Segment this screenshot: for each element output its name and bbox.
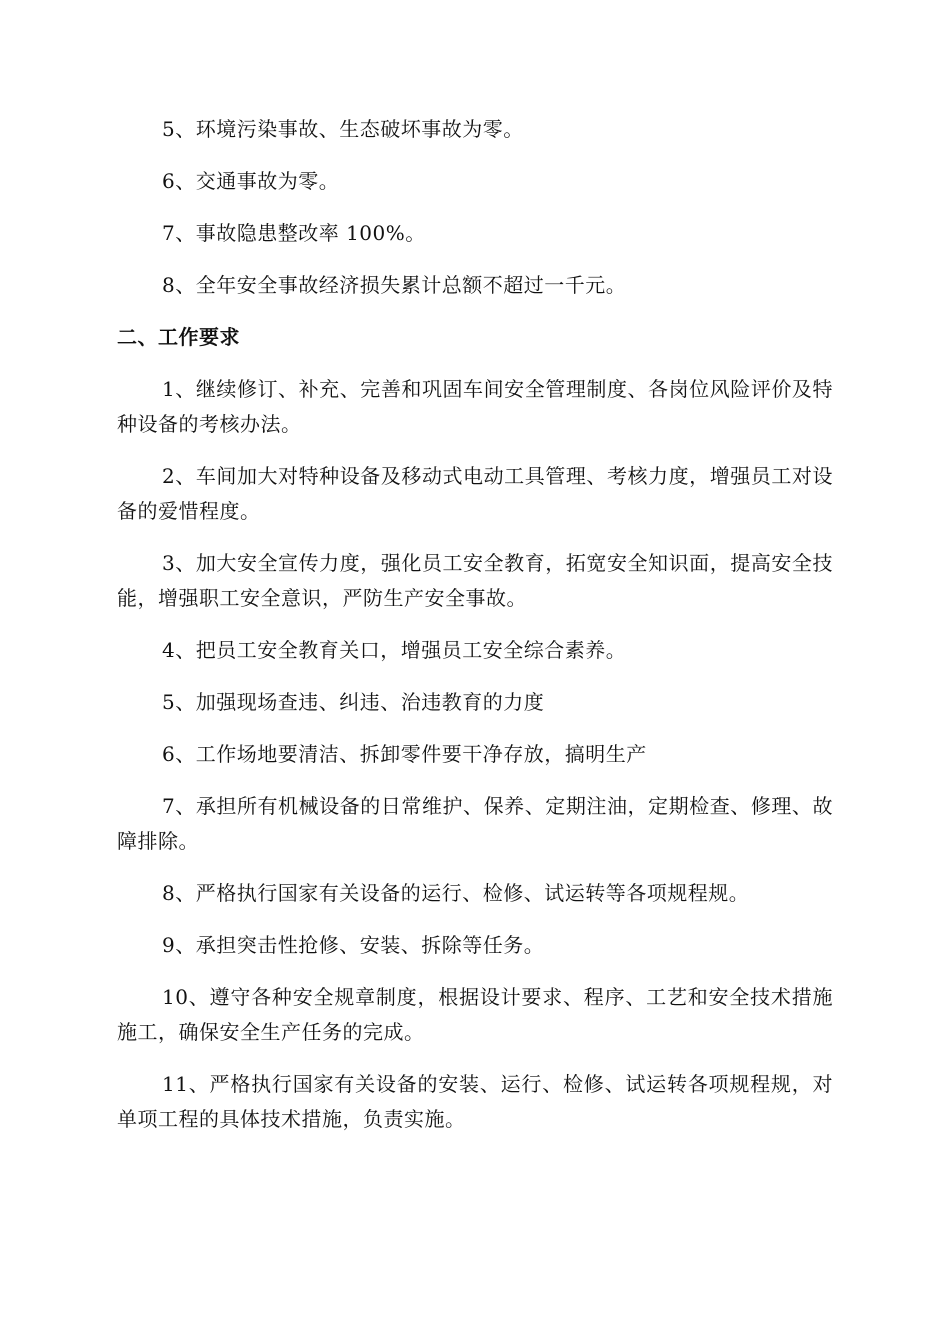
target-item-7: 7、事故隐患整改率 100%。 <box>162 221 426 245</box>
requirement-item-9: 9、承担突击性抢修、安装、拆除等任务。 <box>162 933 545 957</box>
requirement-item-10: 10、遵守各种安全规章制度，根据设计要求、程序、工艺和安全技术措施施工，确保安全生产任务的完成。 <box>117 985 833 1044</box>
requirement-item-7: 7、承担所有机械设备的日常维护、保养、定期注油，定期检查、修理、故障排除。 <box>117 794 833 853</box>
requirement-item-11: 11、严格执行国家有关设备的安装、运行、检修、试运转各项规程规，对单项工程的具体技术措施，负责实施。 <box>117 1072 833 1131</box>
section-heading: 二、工作要求 <box>117 325 240 349</box>
requirement-item-4: 4、把员工安全教育关口，增强员工安全综合素养。 <box>162 638 627 662</box>
requirement-item-6: 6、工作场地要清洁、拆卸零件要干净存放，搞明生产 <box>162 742 647 766</box>
target-item-8: 8、全年安全事故经济损失累计总额不超过一千元。 <box>162 273 627 297</box>
requirement-item-8: 8、严格执行国家有关设备的运行、检修、试运转等各项规程规。 <box>162 881 750 905</box>
requirement-item-3: 3、加大安全宣传力度，强化员工安全教育，拓宽安全知识面，提高安全技能，增强职工安全意识，严防生产安全事故。 <box>117 551 833 610</box>
target-item-6: 6、交通事故为零。 <box>162 169 340 193</box>
document-page <box>117 112 833 1154</box>
requirement-item-5: 5、加强现场查违、纠违、治违教育的力度 <box>162 690 545 714</box>
requirement-item-2: 2、车间加大对特种设备及移动式电动工具管理、考核力度，增强员工对设备的爱惜程度。 <box>117 464 833 523</box>
target-item-5: 5、环境污染事故、生态破坏事故为零。 <box>162 117 524 141</box>
requirement-item-1: 1、继续修订、补充、完善和巩固车间安全管理制度、各岗位风险评价及特种设备的考核办法。 <box>117 377 833 436</box>
